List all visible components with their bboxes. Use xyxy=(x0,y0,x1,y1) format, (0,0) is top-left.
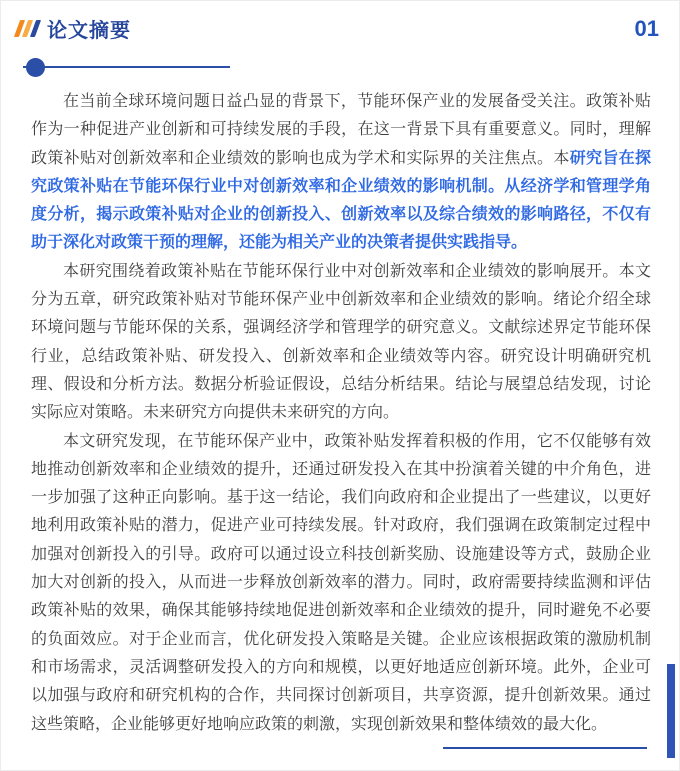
paragraph-1-text: 在当前全球环境问题日益凸显的背景下，节能环保产业的发展备受关注。政策补贴作为一种促进产业创新和可持续发展的手段，在这一背景下具有重要意义。同时，理解政策补贴对创新效率和企业绩效的影响也成为学术和实际界的关注焦点。本 xyxy=(31,93,651,167)
page-title: 论文摘要 xyxy=(47,20,131,42)
vertical-accent-bar xyxy=(667,664,675,758)
paragraph-1-highlight-text: 研究旨在探究政策补贴在节能环保行业中对创新效率和企业绩效的影响机制。从经济学和管理学角度分析，揭示政策补贴对企业的创新投入、创新效率以及综合绩效的影响路径，不仅有助于深化对政策干预的理解，还能为相关产业的决策者提供实践指导。 xyxy=(31,149,651,252)
abstract-paragraph-1 xyxy=(31,88,651,258)
abstract-paragraph-3: 本文研究发现，在节能环保产业中，政策补贴发挥着积极的作用，它不仅能够有效地推动创新效率和企业绩效的提升，还通过研发投入在其中扮演着关键的中介角色，进一步加强了这种正向影响。基于这一结论，我们向政府和企业提出了一些建议，以更好地利用政策补贴的潜力，促进产业可持续发展。针对政府，我们强调在政策制定过程中加强对创新投入的引导。政府可以通过设立科技创新奖励、设施建设等方式，鼓励企业加大对创新的投入，从而进一步释放创新效率的潜力。同时，政府需要持续监测和评估政策补贴的效果，确保其能够持续地促进创新效率和企业绩效的提升，同时避免不必要的负面效应。对于企业而言，优化研发投入策略是关键。企业应该根据政策的激励机制和市场需求，灵活调整研发投入的方向和规模，以更好地适应创新环境。此外，企业可以加强与政府和研究机构的合作，共同探讨创新项目，共享资源，提升创新效果。通过这些策略，企业能够更好地响应政策的刺激，实现创新效果和整体绩效的最大化。 xyxy=(31,432,651,733)
page-number: 01 xyxy=(634,15,659,41)
abstract-paragraph-2: 本研究围绕着政策补贴在节能环保行业中对创新效率和企业绩效的影响展开。本文分为五章，研究政策补贴对节能环保产业中创新效率和企业绩效的影响。绪论介绍全球环境问题与节能环保的关系，强调经济学和管理学的研究意义。文献综述界定节能环保行业，总结政策补贴、研发投入、创新效率和企业绩效等内容。研究设计明确研究机理、假设和分析方法。数据分析验证假设，总结分析结果。结论与展望总结发现，讨论实际应对策略。未来研究方向提供未来研究的方向。 xyxy=(31,262,651,422)
marker-dot-icon xyxy=(26,58,45,77)
section-marker xyxy=(23,57,233,79)
marker-line xyxy=(23,66,230,68)
page-header xyxy=(1,1,679,43)
footer-rule xyxy=(443,747,647,749)
triple-slash-icon xyxy=(13,20,38,37)
section-heading xyxy=(13,14,131,43)
abstract-body xyxy=(31,88,651,739)
